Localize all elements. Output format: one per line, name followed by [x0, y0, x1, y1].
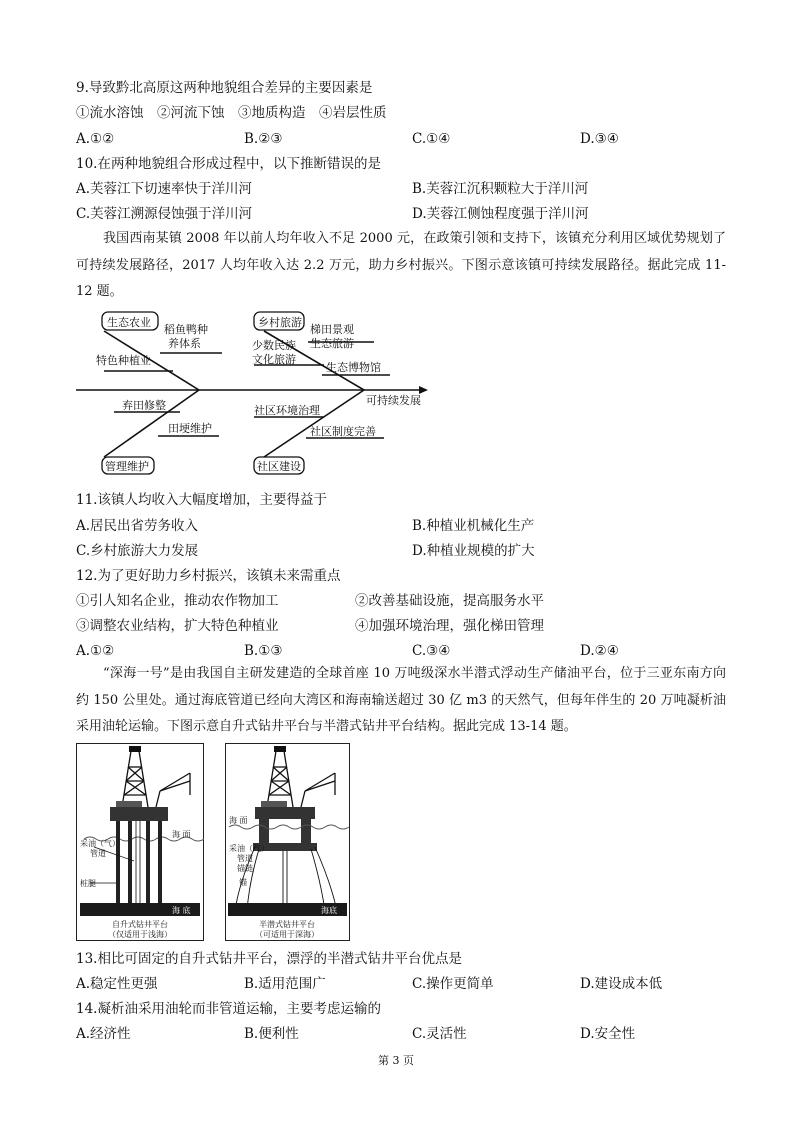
- right-anchor-label: 锚: [239, 878, 247, 887]
- label-system: 社区制度完善: [310, 425, 376, 438]
- q11-option-a: A.居民出省劳务收入: [76, 518, 199, 534]
- label-ethnic-1: 少数民族: [252, 339, 296, 352]
- passage-deep-sea: [76, 661, 726, 741]
- label-ethnic-2: 文化旅游: [252, 353, 296, 366]
- q12-item-4: ④加强环境治理，强化梯田管理: [355, 618, 544, 634]
- label-terrace-2: 生态旅游: [310, 337, 354, 350]
- semisub-platform-figure: [225, 743, 350, 941]
- q11-option-b: B.种植业机械化生产: [412, 518, 535, 534]
- jackup-platform-figure: [76, 743, 204, 941]
- q10-stem: 10.在两种地貌组合形成过程中，以下推断错误的是: [76, 156, 381, 172]
- label-terrace-1: 梯田景观: [310, 323, 354, 336]
- right-pipe-label-2: 管道: [237, 854, 253, 863]
- right-pipe-label-1: 采油（气）: [229, 844, 269, 853]
- q14-option-c: C.灵活性: [412, 1026, 467, 1042]
- q12-item-3: ③调整农业结构，扩大特色种植业: [76, 618, 279, 634]
- label-result: 可持续发展: [366, 394, 421, 407]
- left-caption-2: （仅适用于浅海）: [108, 930, 172, 939]
- right-caption-1: 半潜式钻井平台: [259, 920, 315, 929]
- q12-option-b: B.①③: [244, 643, 283, 659]
- q14-option-a: A.经济性: [76, 1026, 131, 1042]
- q12-item-2: ②改善基础设施，提高服务水平: [355, 593, 544, 609]
- left-leg-label: 桩腿: [80, 879, 96, 888]
- q11-stem: 11.该镇人均收入大幅度增加，主要得益于: [76, 492, 327, 508]
- q13-option-c: C.操作更简单: [412, 976, 494, 992]
- right-seabed-label: 海底: [321, 906, 337, 915]
- q14-stem: 14.凝析油采用油轮而非管道运输，主要考虑运输的: [76, 1001, 381, 1017]
- q13-stem: 13.相比可固定的自升式钻井平台，漂浮的半潜式钻井平台优点是: [76, 951, 462, 967]
- q12-item-1: ①引人知名企业，推动农作物加工: [76, 593, 279, 609]
- label-ridge: 田埂维护: [168, 422, 212, 435]
- label-eco-agri: 生态农业: [107, 316, 151, 329]
- label-crop: 特色种植业: [96, 354, 151, 367]
- passage-town-text: 我国西南某镇 2008 年以前人均年收入不足 2000 元，在政策引领和支持下，该镇充分利用区域优势规划了可持续发展路径，2017 人均年收入达 2.2 万元，助力乡村振兴。下图示意该镇可持续发展路径。据此完成 11-12 题。: [76, 231, 726, 299]
- label-community: 社区建设: [257, 460, 301, 473]
- q10-option-c: C.芙蓉江溯源侵蚀强于洋川河: [76, 206, 253, 222]
- page-number: 第 3 页: [378, 1054, 414, 1067]
- label-rural-tour: 乡村旅游: [258, 316, 302, 329]
- q9-option-c: C.①④: [412, 131, 451, 147]
- left-sea-label: 海 面: [172, 830, 191, 839]
- right-sea-label: 海 面: [229, 816, 248, 825]
- label-museum: 生态博物馆: [326, 361, 381, 374]
- q12-stem: 12.为了更好助力乡村振兴，该镇未来需重点: [76, 568, 341, 584]
- q14-option-b: B.便利性: [244, 1026, 299, 1042]
- label-env: 社区环境治理: [254, 404, 320, 417]
- q10-option-d: D.芙蓉江侧蚀程度强于洋川河: [412, 206, 589, 222]
- left-pipe-label-1: 采油（气）: [80, 839, 120, 848]
- q13-option-a: A.稳定性更强: [76, 976, 158, 992]
- left-caption-1: 自升式钻井平台: [112, 920, 168, 929]
- q13-option-b: B.适用范围广: [244, 976, 326, 992]
- bone-lower-right: [264, 390, 364, 457]
- q14-option-d: D.安全性: [580, 1026, 636, 1042]
- q13-option-d: D.建设成本低: [580, 976, 663, 992]
- q9-option-b: B.②③: [244, 131, 283, 147]
- fishbone-diagram: [74, 305, 434, 475]
- arrow-head: [419, 386, 428, 394]
- left-pipe-label-2: 管道: [90, 849, 106, 858]
- passage-town: [76, 226, 726, 306]
- q9-items: ①流水溶蚀 ②河流下蚀 ③地质构造 ④岩层性质: [76, 105, 387, 121]
- label-repair: 弃田修整: [122, 399, 166, 412]
- q9-option-a: A.①②: [76, 131, 115, 147]
- left-seabed-label: 海 底: [172, 906, 191, 915]
- label-management: 管理维护: [105, 460, 149, 473]
- right-caption-2: （可适用于深海）: [255, 930, 319, 939]
- q9-option-d: D.③④: [580, 131, 619, 147]
- q11-option-c: C.乡村旅游大力发展: [76, 543, 199, 559]
- q12-option-d: D.②④: [580, 643, 619, 659]
- q11-option-d: D.种植业规模的扩大: [412, 543, 535, 559]
- passage-deep-sea-text: “深海一号”是由我国自主研发建造的全球首座 10 万吨级深水半潜式浮动生产储油平台，位于三亚东南方向约 150 公里处。通过海底管道已经向大湾区和海南输送超过 30 亿 m3 的天然气，但每年伴生的 20 万吨凝析油采用油轮运输。下图示意自升式钻井平台与半潜式钻井平台结构。据此完成 13-14 题。: [76, 666, 726, 734]
- q10-option-b: B.芙蓉江沉积颗粒大于洋川河: [412, 181, 589, 197]
- q9-stem: 9.导致黔北高原这两种地貌组合差异的主要因素是: [76, 80, 373, 96]
- q12-option-a: A.①②: [76, 643, 115, 659]
- q10-option-a: A.芙蓉江下切速率快于洋川河: [76, 181, 253, 197]
- right-chain-label: 锚链: [237, 864, 253, 873]
- q12-option-c: C.③④: [412, 643, 451, 659]
- label-rice-2: 养体系: [168, 337, 201, 350]
- label-rice-1: 稻鱼鸭种: [164, 323, 208, 336]
